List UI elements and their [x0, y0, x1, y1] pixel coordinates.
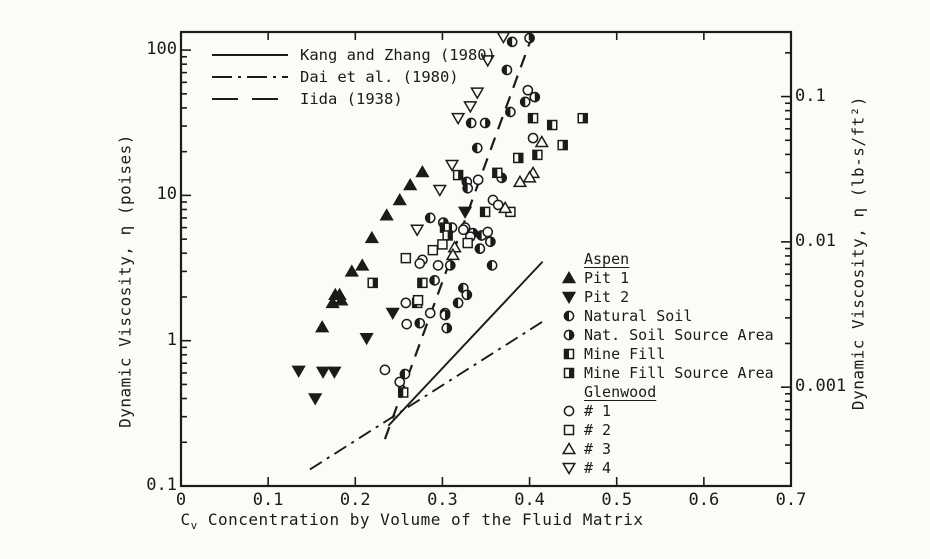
legend-item-label: Mine Fill	[584, 345, 666, 363]
marker-legend-item	[561, 401, 611, 421]
x-tick-label: 0	[175, 490, 187, 510]
x-axis-title-prefix: C	[180, 509, 191, 529]
y-right-tick-label: 0.001	[795, 376, 847, 397]
legend-item-label: # 3	[584, 440, 612, 458]
legend-item-label: # 2	[584, 421, 612, 439]
x-axis-title	[180, 510, 643, 532]
marker-legend-item	[561, 439, 611, 459]
legend-item-label: Pit 2	[584, 288, 630, 306]
series--2	[401, 207, 515, 304]
legend-item-label: Pit 1	[584, 269, 630, 287]
marker-legend-item	[561, 325, 774, 345]
legend-group-label: Glenwood	[584, 383, 657, 401]
line-legend-label: Dai et al. (1980)	[300, 68, 459, 86]
glenwood3-open-triangle-up-icon	[561, 441, 577, 457]
dashed-line-sample-icon	[210, 92, 290, 106]
marker-legend-header-aspen	[561, 249, 629, 269]
legend-item-label: Natural Soil	[584, 307, 693, 325]
solid-line-sample-icon	[210, 48, 290, 62]
x-tick-label: 0.1	[252, 490, 284, 510]
legend-spacer	[561, 384, 577, 400]
marker-legend-item	[561, 458, 611, 478]
y-left-tick-label: 10	[156, 184, 177, 205]
line-legend-label: Kang and Zhang (1980)	[300, 46, 496, 64]
x-tick-label: 0.4	[514, 490, 545, 510]
y-axis-right-title: Dynamic Viscosity, η (lb-s/ft²)	[848, 95, 868, 411]
marker-legend-header-glenwood	[561, 382, 656, 402]
series--1	[380, 86, 537, 387]
marker-legend-item	[561, 268, 629, 288]
x-tick-label: 0.2	[339, 490, 371, 510]
marker-legend-item	[561, 306, 692, 326]
marker-legend-item	[561, 363, 774, 383]
x-tick-label: 0.5	[601, 490, 633, 510]
y-right-tick-label: 0.01	[795, 230, 836, 251]
x-tick-label: 0.6	[688, 490, 720, 510]
legend-spacer	[561, 251, 577, 267]
marker-legend-item	[561, 344, 665, 364]
marker-legend-item	[561, 420, 611, 440]
line-legend-item	[210, 46, 496, 64]
y-left-tick-label: 100	[146, 39, 177, 60]
pit1-filled-triangle-up-icon	[561, 270, 577, 286]
legend-item-label: # 4	[584, 459, 612, 477]
legend-item-label: Nat. Soil Source Area	[584, 326, 774, 344]
marker-legend-item	[561, 287, 629, 307]
legend-item-label: # 1	[584, 402, 612, 420]
x-axis-title-rest: Concentration by Volume of the Fluid Matrix	[197, 509, 644, 529]
glenwood1-open-circle-icon	[561, 403, 577, 419]
y-right-tick-label: 0.1	[795, 85, 826, 106]
legend-item-label: Mine Fill Source Area	[584, 364, 774, 382]
series-pit-1	[316, 166, 428, 331]
y-left-tick-label: 0.1	[146, 475, 177, 495]
line-legend-label: Iida (1938)	[300, 90, 403, 108]
line-legend-item	[210, 90, 403, 108]
line-legend-item	[210, 68, 459, 86]
y-axis-left-title: Dynamic Viscosity, η (poises)	[115, 134, 135, 428]
x-tick-label: 0.7	[775, 490, 807, 510]
mine-fill-half-square-icon	[561, 346, 577, 362]
y-left-tick-label: 1	[166, 329, 177, 350]
pit2-filled-triangle-down-icon	[561, 289, 577, 305]
nat-soil-source-half-circle-icon	[561, 327, 577, 343]
glenwood4-open-triangle-down-icon	[561, 460, 577, 476]
x-axis-title-subscript: v	[190, 519, 198, 533]
mine-fill-source-half-square-icon	[561, 365, 577, 381]
dash-dot-line-sample-icon	[210, 70, 290, 84]
glenwood2-open-square-icon	[561, 422, 577, 438]
legend-group-label: Aspen	[584, 250, 630, 268]
natural-soil-half-circle-icon	[561, 308, 577, 324]
x-tick-label: 0.3	[427, 490, 458, 510]
